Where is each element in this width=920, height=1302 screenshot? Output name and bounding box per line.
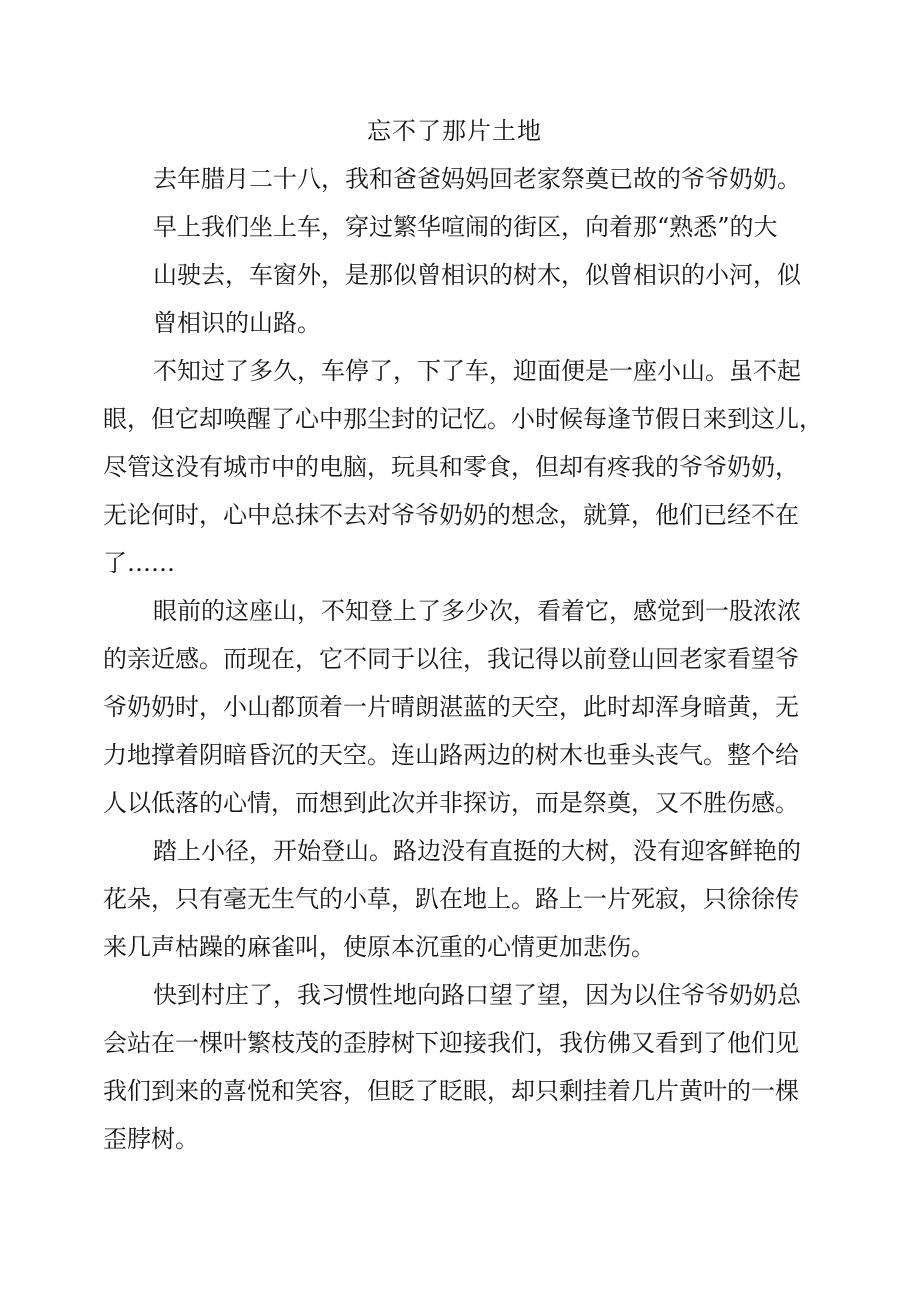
text-line: 山驶去，车窗外，是那似曾相识的树木，似曾相识的小河，似	[153, 261, 801, 289]
text-line: 来几声枯躁的麻雀叫，使原本沉重的心情更加悲伤。	[103, 933, 655, 961]
text-line: 会站在一棵叶繁枝茂的歪脖树下迎接我们，我仿佛又看到了他们见	[103, 1029, 799, 1057]
text-line: 了……	[103, 549, 175, 577]
text-line: 眼，但它却唤醒了心中那尘封的记忆。小时候每逢节假日来到这儿，	[103, 405, 823, 433]
paragraph-3	[103, 587, 806, 827]
text-line: 去年腊月二十八，我和爸爸妈妈回老家祭奠已故的爷爷奶奶。	[153, 165, 801, 193]
text-line: 眼前的这座山，不知登上了多少次，看着它，感觉到一股浓浓	[153, 597, 801, 625]
text-line: 快到村庄了，我习惯性地向路口望了望，因为以住爷爷奶奶总	[153, 981, 801, 1009]
text-line: 尽管这没有城市中的电脑，玩具和零食，但却有疼我的爷爷奶奶，	[103, 453, 799, 481]
paragraph-2	[103, 347, 823, 587]
paragraph-1	[103, 155, 806, 347]
page-title: 忘不了那片土地	[367, 117, 542, 145]
text-line: 踏上小径，开始登山。路边没有直挺的大树，没有迎客鲜艳的	[153, 837, 801, 865]
text-line: 歪脖树。	[103, 1125, 199, 1153]
text-line: 曾相识的山路。	[153, 309, 321, 337]
text-line: 的亲近感。而现在，它不同于以往，我记得以前登山回老家看望爷	[103, 645, 799, 673]
text-line: 花朵，只有毫无生气的小草，趴在地上。路上一片死寂，只徐徐传	[103, 885, 799, 913]
text-line: 不知过了多久，车停了，下了车，迎面便是一座小山。虽不起	[153, 357, 801, 385]
text-line: 力地撑着阴暗昏沉的天空。连山路两边的树木也垂头丧气。整个给	[103, 741, 799, 769]
text-line: 爷奶奶时，小山都顶着一片晴朗湛蓝的天空，此时却浑身暗黄，无	[103, 693, 799, 721]
text-line: 无论何时，心中总抹不去对爷爷奶奶的想念，就算，他们已经不在	[103, 501, 799, 529]
text-line: 早上我们坐上车，穿过繁华喧闹的街区，向着那“熟悉”的大	[153, 213, 778, 241]
paragraph-4	[103, 827, 806, 971]
text-line: 人以低落的心情，而想到此次并非探访，而是祭奠，又不胜伤感。	[103, 789, 799, 817]
text-line: 我们到来的喜悦和笑容，但眨了眨眼，却只剩挂着几片黄叶的一棵	[103, 1077, 799, 1105]
paragraph-5	[103, 971, 806, 1163]
